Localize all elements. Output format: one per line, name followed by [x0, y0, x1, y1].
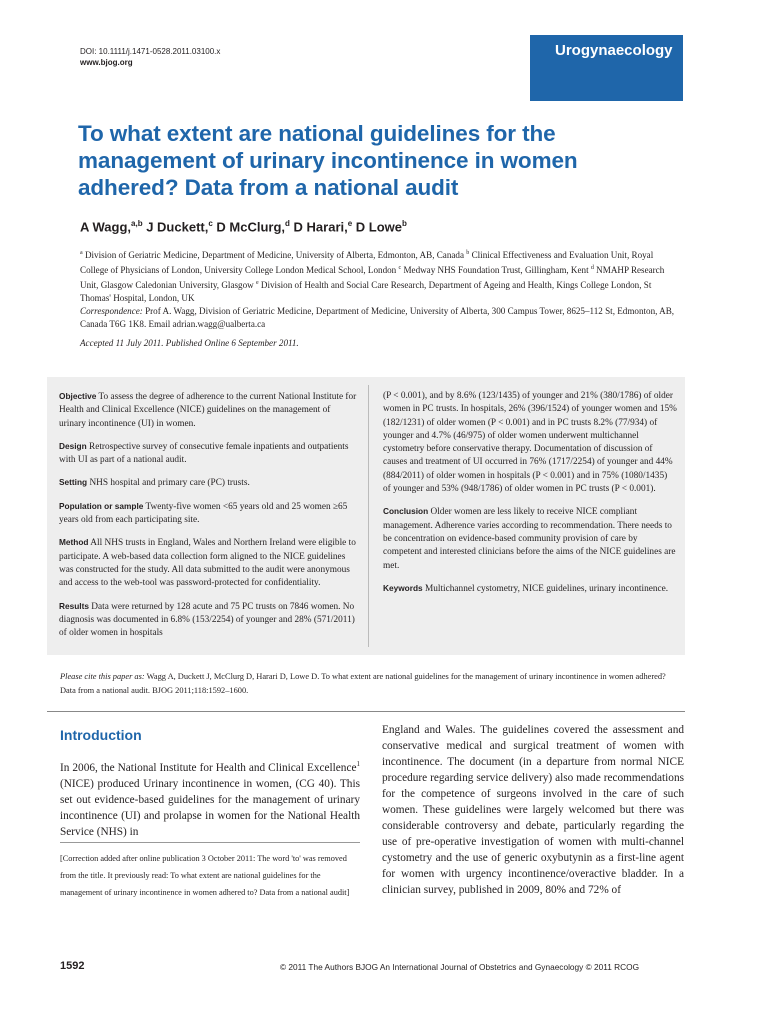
intro-text: In 2006, the National Institute for Health and Clinical Excellence [60, 761, 357, 774]
intro-heading: Introduction [60, 727, 142, 743]
doi-block [80, 46, 220, 68]
abstract-objective [59, 390, 357, 431]
citation-text: Wagg A, Duckett J, McClurg D, Harari D, Lowe D. To what extent are national guidelines for the management of urinary incontinence in women adhered? Data from a national audit. BJOG 2011;118:1592–1600. [60, 672, 666, 695]
abstract-text: Older women are less likely to receive NICE compliant management. Adherence varies according to recommendation. There needs to be concentration on evidence-based community provision of care by competent and interested clinicians before the aims of the NICE guidelines are met. [383, 507, 676, 571]
author-affil-mark: d [285, 219, 290, 228]
abstract-key: Setting [59, 477, 88, 488]
author-name: D Harari, [289, 219, 348, 235]
abstract-method [59, 536, 357, 590]
reference-mark[interactable]: 1 [356, 760, 360, 768]
author-affil-mark: b [402, 219, 407, 228]
author-name: J Duckett, [142, 219, 209, 235]
article-title: To what extent are national guidelines for the management of urinary incontinence in women adhered? Data from a national audit [78, 121, 578, 200]
correspondence-text: Prof A. Wagg, Division of Geriatric Medicine, Department of Medicine, University of Alberta, 300 Campus Tower, 8625–112 St, Edmonton, AB, Canada T6G 1K8. Email adrian.wagg@ualberta.ca [80, 306, 675, 330]
author-affil-mark: e [347, 219, 353, 228]
abstract-text: Twenty-five women <65 years old and 25 women ≥65 years old from each participating site. [59, 501, 348, 526]
affil-text: Division of Geriatric Medicine, Department of Medicine, University of Alberta, Edmonton, AB, Canada [82, 250, 467, 261]
affil-text: Division of Health and Social Care Research, Department of Ageing and Health, Kings College London, St Thomas' Hospital, London, UK [80, 280, 652, 304]
abstract-key: Population or sample [59, 500, 144, 511]
page-number: 1592 [60, 960, 85, 972]
abstract-keywords [383, 582, 677, 596]
section-divider [47, 711, 685, 712]
author-name: D Lowe [352, 219, 403, 235]
abstract-key: Keywords [383, 582, 423, 593]
site-link[interactable]: www.bjog.org [80, 58, 133, 67]
abstract-text: Multichannel cystometry, NICE guidelines, urinary incontinence. [422, 583, 669, 594]
abstract-key: Design [59, 440, 87, 451]
abstract-key: Conclusion [383, 506, 429, 517]
affiliations [80, 247, 680, 331]
affil-mark: e [255, 280, 259, 287]
abstract-divider [368, 385, 369, 647]
affil-text: Medway NHS Foundation Trust, Gillingham, Kent [401, 265, 591, 276]
author-name: A Wagg, [80, 219, 132, 235]
abstract-text: NHS hospital and primary care (PC) trusts. [87, 478, 250, 489]
section-tag: Urogynaecology [555, 42, 673, 59]
affil-mark: d [590, 265, 594, 272]
abstract-right-column [383, 390, 677, 605]
citation-label: Please cite this paper as: [60, 672, 145, 681]
intro-text: (NICE) produced Urinary incontinence in women, (CG 40). This set out evidence-based guidelines for the management of urinary incontinence (UI) and prolapse in women for the National Health Service (NHS) in [60, 777, 360, 838]
correspondence-label: Correspondence: [80, 306, 143, 317]
abstract-results [59, 600, 357, 641]
correction-note: [Correction added after online publication 3 October 2011: The word 'to' was removed from the title. It previously read: To what extent are national guidelines for the management of urinary incontinence in women adhered to? Data from a national audit] [60, 854, 350, 897]
abstract-text: Retrospective survey of consecutive female inpatients and outpatients with UI as part of a national audit. [59, 441, 349, 466]
accepted-date: Accepted 11 July 2011. Published Online 6 September 2011. [80, 338, 299, 348]
author-name: D McClurg, [212, 219, 286, 235]
affil-mark: c [398, 265, 402, 272]
author-affil-mark: a,b [131, 219, 143, 228]
abstract-left-column [59, 390, 357, 649]
abstract-population [59, 500, 357, 528]
abstract-design [59, 440, 357, 468]
abstract-text: To assess the degree of adherence to the current National Institute for Health and Clinical Excellence (NICE) guidelines on the management of urinary incontinence (UI) in women. [59, 392, 357, 429]
intro-paragraph-2: England and Wales. The guidelines covered the assessment and conservative medical and surgical treatment of women with incontinence. The document (in a departure from normal NICE procedure regarding service delivery) also made recommendations for the competence of surgeons involved in the care of such women. These guidelines were largely welcomed but there was considerable controversy and debate, particularly regarding the use of pre-operative investigation of women with multi-channel cystometry and the use of generic oxybutynin as a first-line agent for women with urgency incontinence/overactive bladder. In a clinician survey, published in 2009, 80% and 72% of [382, 724, 684, 896]
affil-mark: b [466, 250, 470, 256]
abstract-setting [59, 476, 357, 490]
abstract-key: Method [59, 537, 89, 548]
affil-text: NMAHP Research Unit, Glasgow Caledonian University, Glasgow [80, 265, 665, 291]
intro-paragraph-1 [60, 756, 360, 840]
abstract-key: Objective [59, 391, 97, 401]
affil-text: Clinical Effectiveness and Evaluation Unit, Royal College of Physicians of London, University College London Medical School, London [80, 250, 654, 276]
abstract-results-continued: (P < 0.001), and by 8.6% (123/1435) of younger and 21% (380/1786) of older women in PC trusts. In hospitals, 26% (396/1524) of younger women and 15% (182/1231) of older women (P < 0.001) and in PC trusts 8.2% (77/934) of younger and 4.7% (46/975) of older women underwent multichannel cystometry before conservative therapy. Documentation of discussion of causes and treatment of UI occurred in 76% (1717/2254) of younger and 44% (884/2011) of older women in hospitals (P < 0.001) and in 75% (1080/1435) of younger and 53% (948/1786) of older women in PC trusts (P < 0.001). [383, 391, 677, 495]
abstract-key: Results [59, 600, 89, 611]
affil-mark: a [80, 250, 83, 256]
citation-note [60, 670, 680, 698]
abstract-text: Data were returned by 128 acute and 75 PC trusts on 7846 women. No diagnosis was documented in 6.8% (153/2254) of younger and 28% (571/2011) of older women in hospitals [59, 601, 355, 639]
doi-text: DOI: 10.1111/j.1471-0528.2011.03100.x [80, 47, 221, 56]
abstract-conclusion [383, 505, 677, 572]
author-list [80, 219, 407, 234]
correction-rule [60, 842, 360, 843]
abstract-text: All NHS trusts in England, Wales and Northern Ireland were eligible to participate. A web-based data collection form aligned to the NICE guidelines was constructed for the study. All data submitted to the audit were anonymous and access to the web-tool was password-protected for confidentiality. [59, 538, 356, 589]
author-affil-mark: c [208, 219, 213, 228]
footer-copyright: © 2011 The Authors BJOG An International Journal of Obstetrics and Gynaecology © 2011 RCOG [280, 962, 640, 972]
